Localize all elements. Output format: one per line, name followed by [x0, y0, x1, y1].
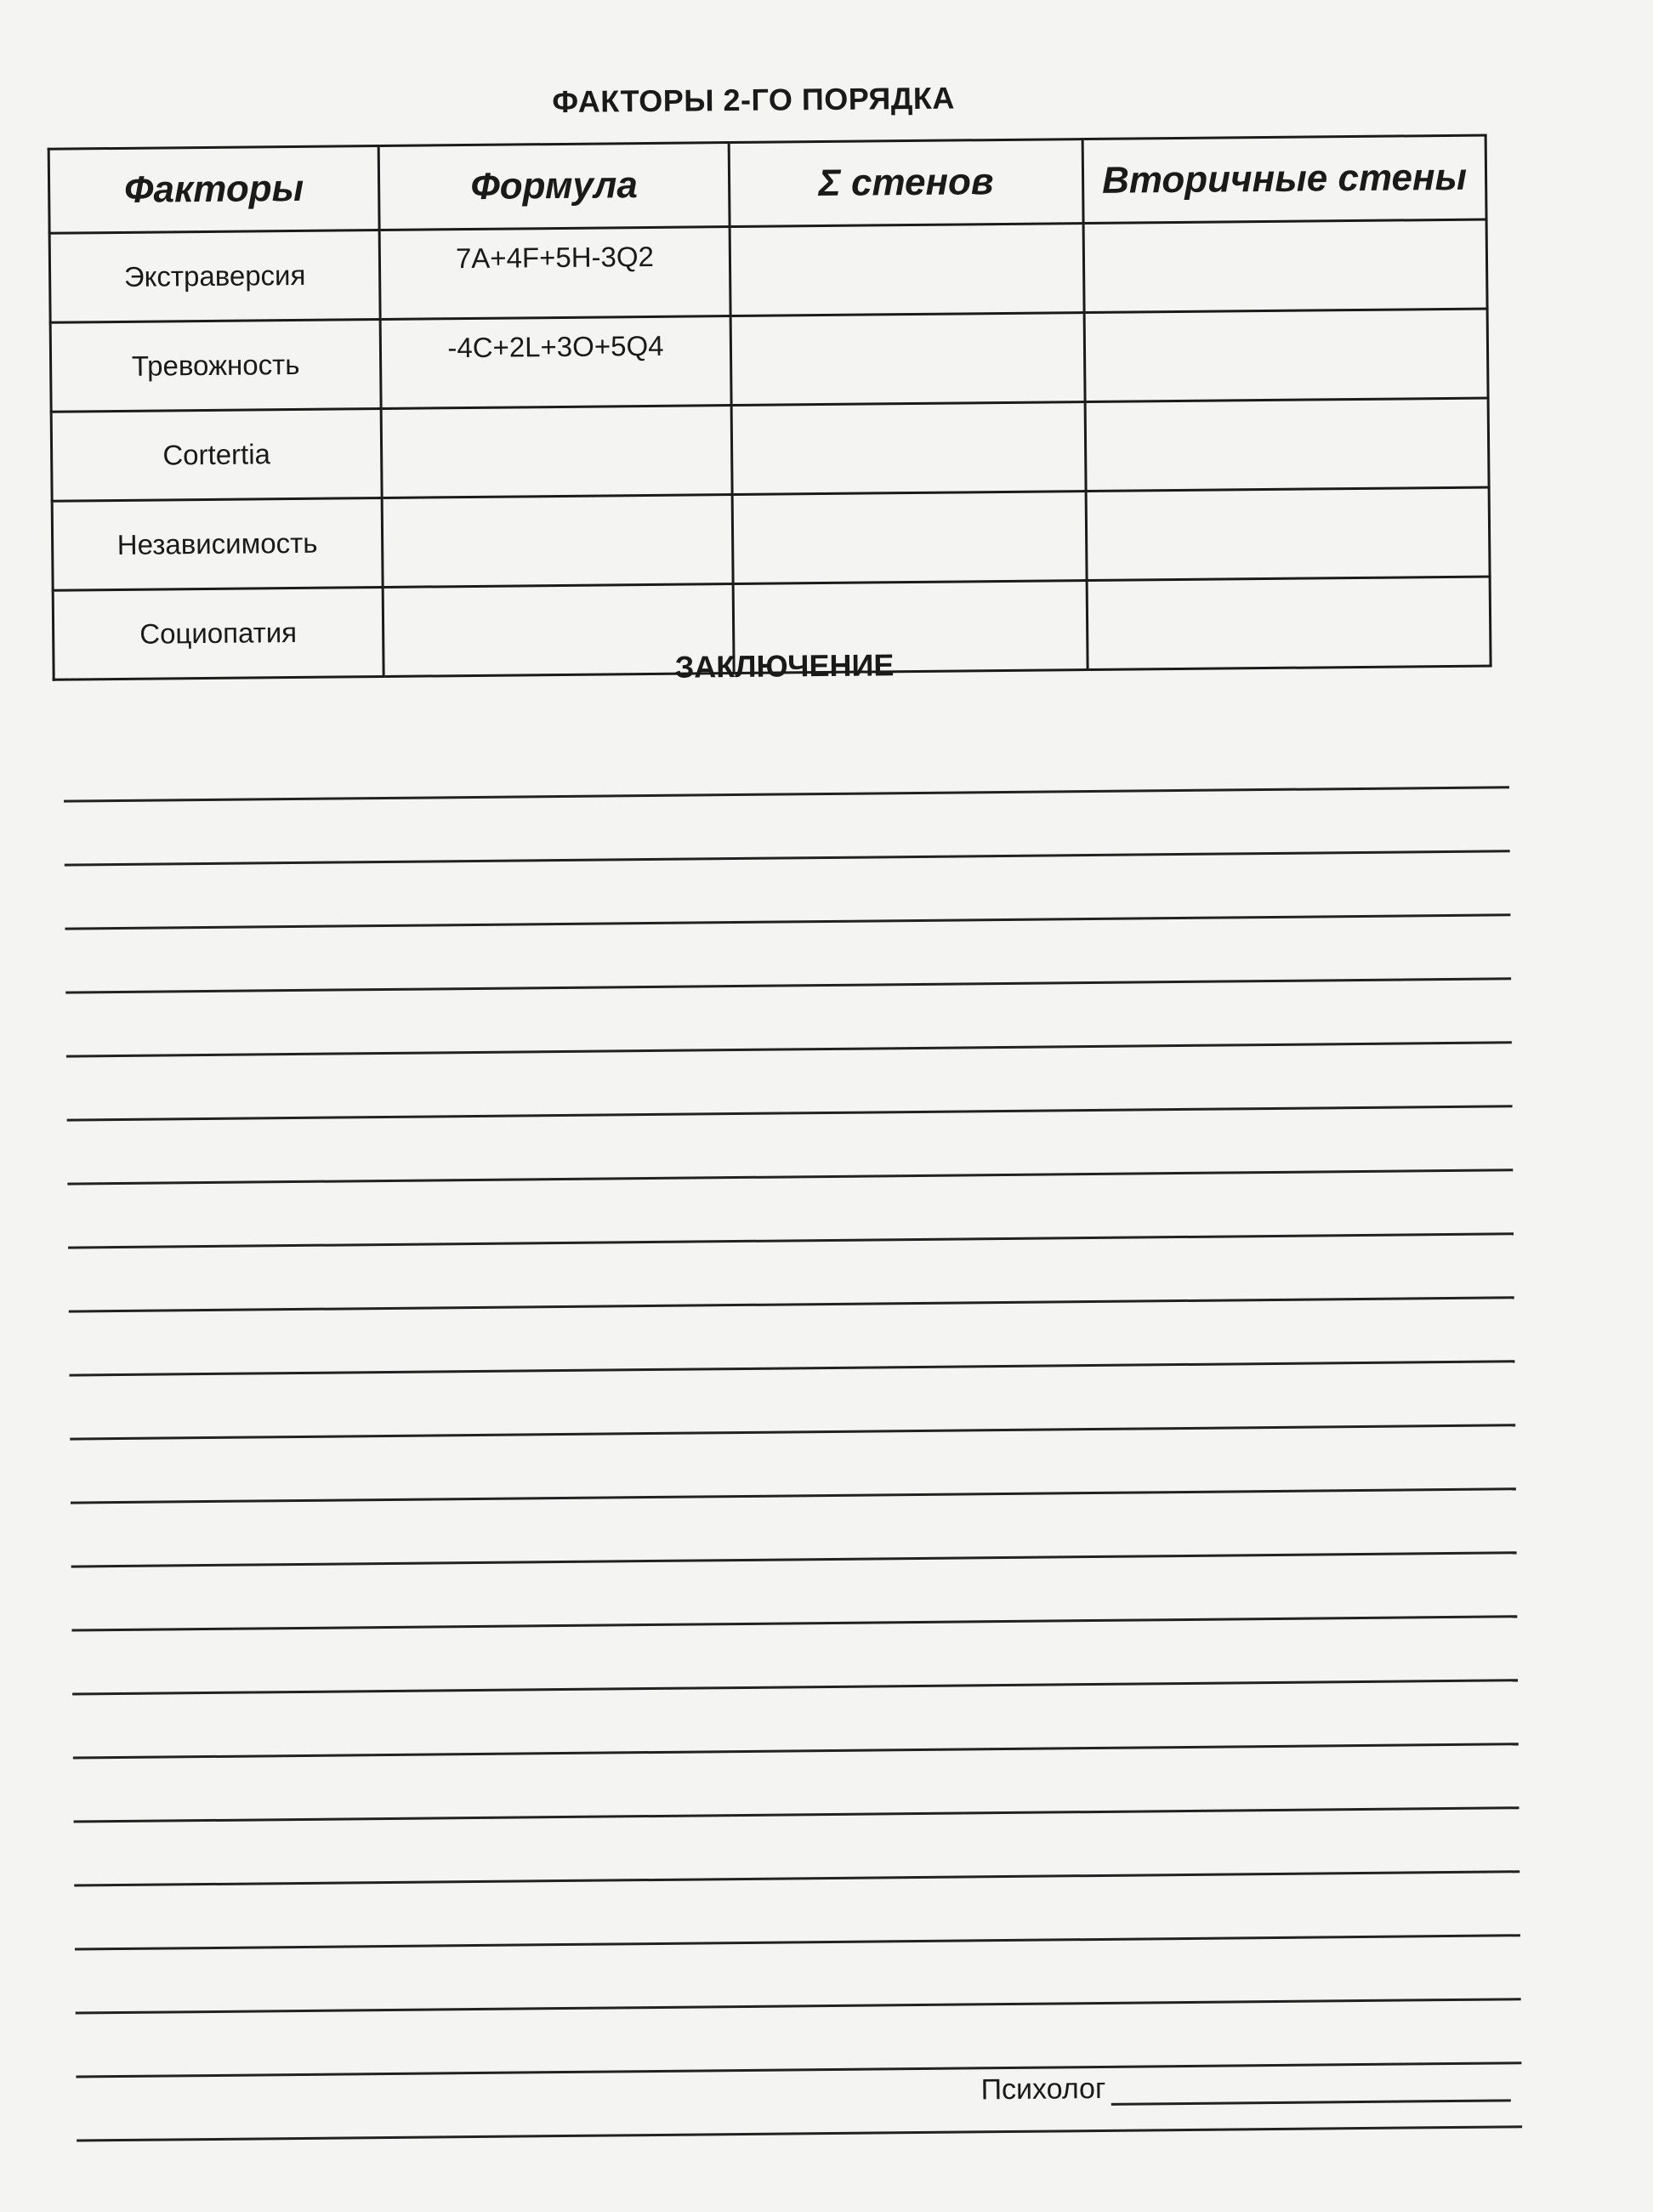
table-row [49, 219, 1487, 322]
factors-table [48, 134, 1492, 681]
table-row [50, 309, 1488, 412]
signature-label: Психолог [980, 2072, 1106, 2107]
formula-cell[interactable] [382, 495, 733, 588]
formula-cell: 7A+4F+5H-3Q2 [379, 227, 730, 320]
conclusion-title: ЗАКЛЮЧЕНИЕ [674, 647, 895, 685]
header-sum-stens: Σ стенов [729, 139, 1083, 227]
secondary-cell[interactable] [1086, 487, 1490, 581]
secondary-cell[interactable] [1084, 309, 1488, 402]
signature-field[interactable] [1111, 2073, 1510, 2106]
factor-cell: Социопатия [53, 587, 383, 680]
factor-cell: Cortertia [51, 409, 382, 502]
page-title: ФАКТОРЫ 2-ГО ПОРЯДКА [552, 80, 956, 120]
header-factors: Факторы [48, 146, 379, 234]
sum-cell[interactable] [730, 224, 1084, 316]
sum-cell[interactable] [731, 402, 1086, 495]
conclusion-lines[interactable] [63, 725, 1522, 2141]
formula-cell: -4C+2L+3O+5Q4 [380, 316, 731, 409]
table-row [51, 398, 1489, 501]
sum-cell[interactable] [732, 492, 1087, 584]
table-row [52, 487, 1490, 590]
sum-cell[interactable] [730, 313, 1085, 406]
factor-cell: Независимость [52, 498, 383, 590]
header-secondary-stens: Вторичные стены [1082, 135, 1486, 224]
factor-cell: Тревожность [50, 320, 381, 412]
formula-cell[interactable] [381, 406, 732, 498]
signature-block [980, 2068, 1510, 2107]
factor-cell: Экстраверсия [49, 230, 380, 323]
secondary-cell[interactable] [1085, 398, 1489, 492]
header-formula: Формула [378, 143, 730, 230]
secondary-cell[interactable] [1083, 219, 1487, 313]
table-header-row [48, 135, 1486, 233]
